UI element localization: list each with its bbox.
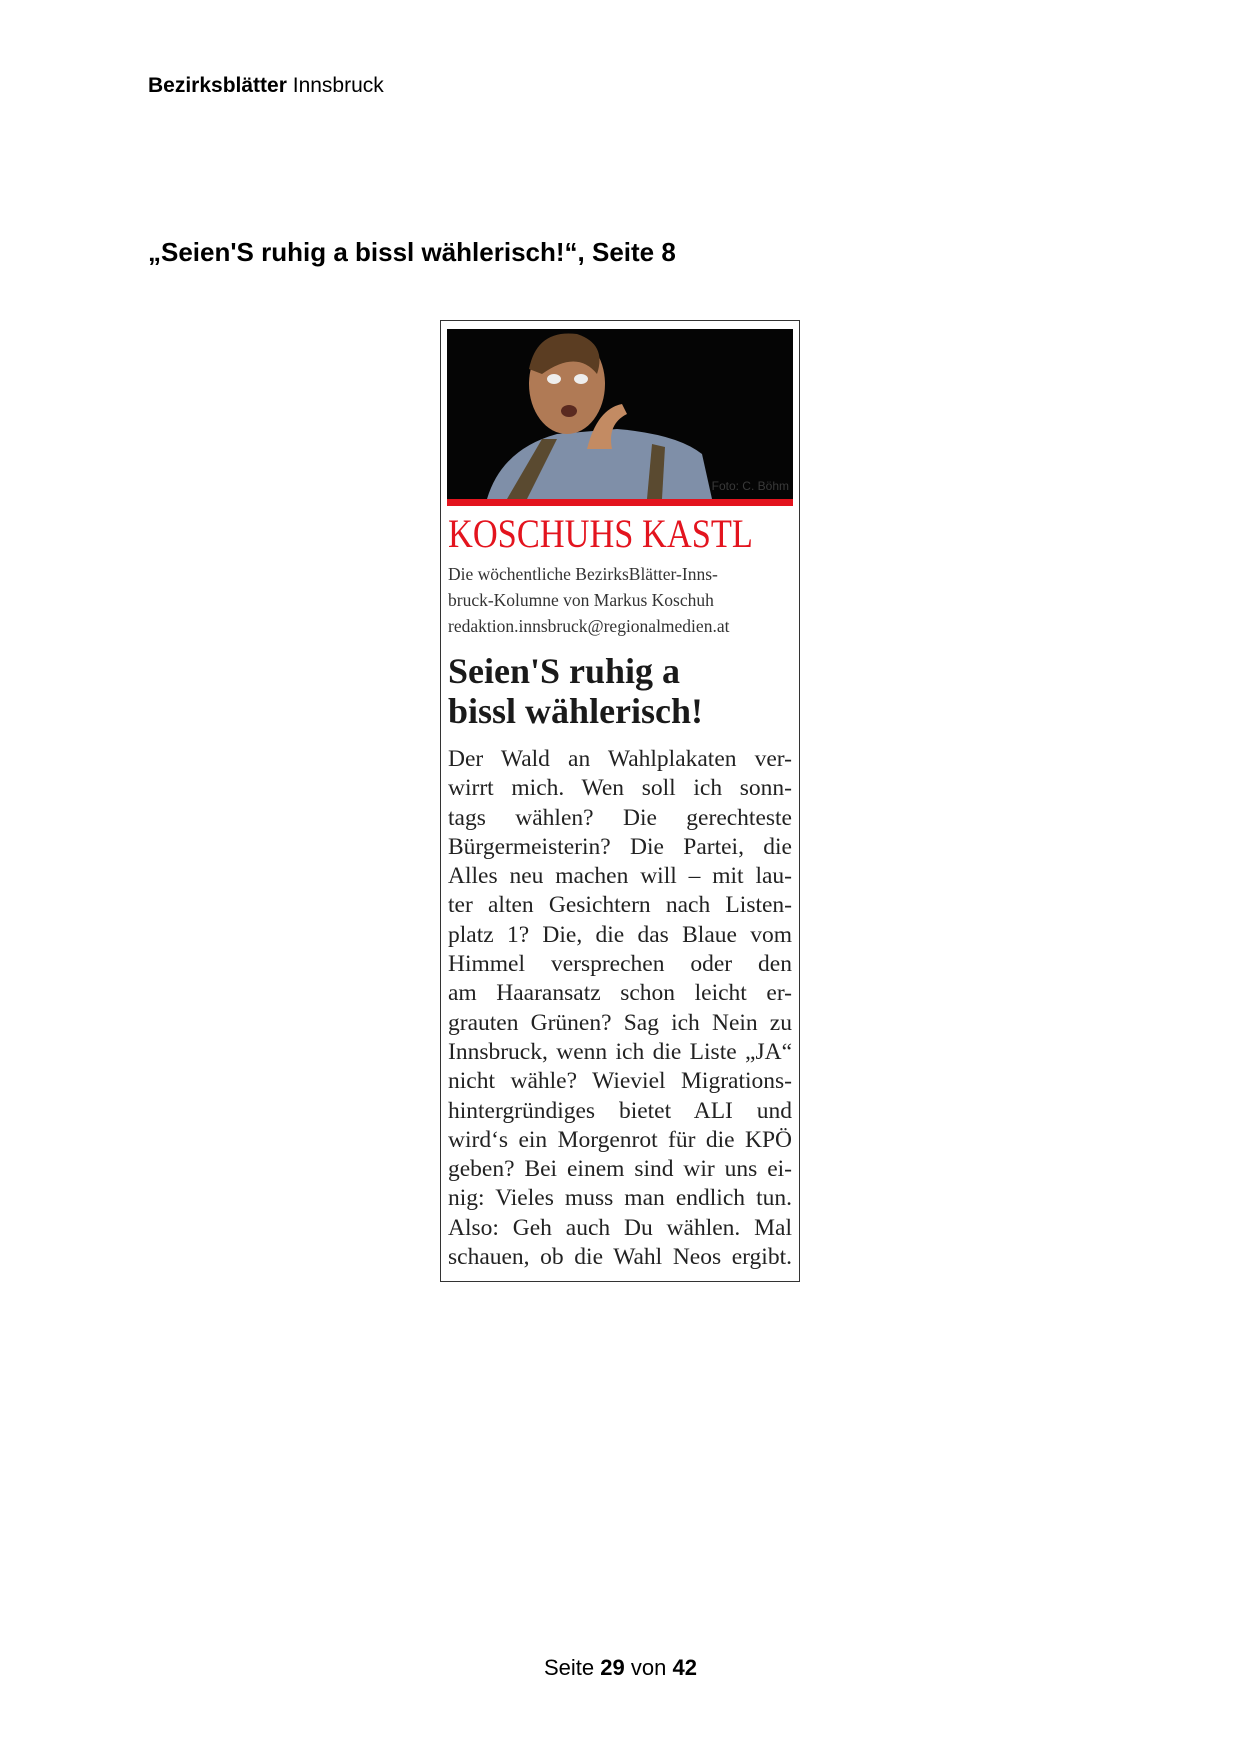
brand-region: Innsbruck <box>292 74 384 97</box>
headline-line: Seien'S ruhig a <box>448 651 681 691</box>
page-of: von <box>630 1655 667 1680</box>
body-line: tags wählen? Die gerechteste <box>448 804 792 831</box>
body-line: platz 1? Die, die das Blaue vom <box>448 921 792 948</box>
article-title: „Seien'S ruhig a bissl wählerisch!“, Seite 8 <box>148 237 676 267</box>
body-line: wirrt mich. Wen soll ich sonn- <box>448 775 792 802</box>
body-line: grauten Grünen? Sag ich Nein zu <box>448 1009 792 1036</box>
body-line: wird‘s ein Morgenrot für die KPÖ <box>448 1126 792 1153</box>
headline-line: bissl wählerisch! <box>448 691 704 731</box>
column-subtitle <box>448 561 794 639</box>
body-line: ter alten Gesichtern nach Listen- <box>448 892 792 919</box>
body-line: Himmel versprechen oder den <box>448 951 792 978</box>
author-photo <box>447 329 793 499</box>
body-line: Also: Geh auch Du wählen. Mal <box>448 1214 792 1241</box>
body-line: nicht wähle? Wieviel Migrations- <box>448 1068 792 1095</box>
red-divider <box>447 499 793 506</box>
body-line: Alles neu machen will – mit lau- <box>448 863 792 890</box>
subtitle-email: redaktion.innsbruck@regionalmedien.at <box>448 616 730 636</box>
body-line: hintergründiges bietet ALI und <box>448 1097 792 1124</box>
subtitle-line: Die wöchentliche BezirksBlätter-Inns- <box>448 564 718 584</box>
body-line: Der Wald an Wahlplakaten ver- <box>448 746 792 772</box>
newspaper-clipping <box>440 320 800 1282</box>
body-line: Innsbruck, wenn ich die Liste „JA“ <box>448 1038 792 1065</box>
photo-credit: Foto: C. Böhm <box>711 479 789 493</box>
current-page: 29 <box>600 1655 625 1680</box>
column-body <box>448 745 792 1272</box>
column-headline <box>448 651 703 731</box>
brand-name: Bezirksblätter <box>148 74 287 97</box>
portrait-image <box>447 329 793 499</box>
body-line: am Haaransatz schon leicht er- <box>448 980 792 1007</box>
total-pages: 42 <box>672 1655 697 1680</box>
body-line: nig: Vieles muss man endlich tun. <box>448 1185 792 1212</box>
column-name: KOSCHUHS KASTL <box>448 511 753 556</box>
body-line: schauen, ob die Wahl Neos ergibt. <box>448 1244 792 1271</box>
body-line: geben? Bei einem sind wir uns ei- <box>448 1156 792 1183</box>
subtitle-line: bruck-Kolumne von Markus Koschuh <box>448 590 714 610</box>
page-footer <box>0 1655 1241 1681</box>
body-line: Bürgermeisterin? Die Partei, die <box>448 833 792 860</box>
page-label: Seite <box>544 1655 595 1680</box>
document-header <box>148 74 384 98</box>
